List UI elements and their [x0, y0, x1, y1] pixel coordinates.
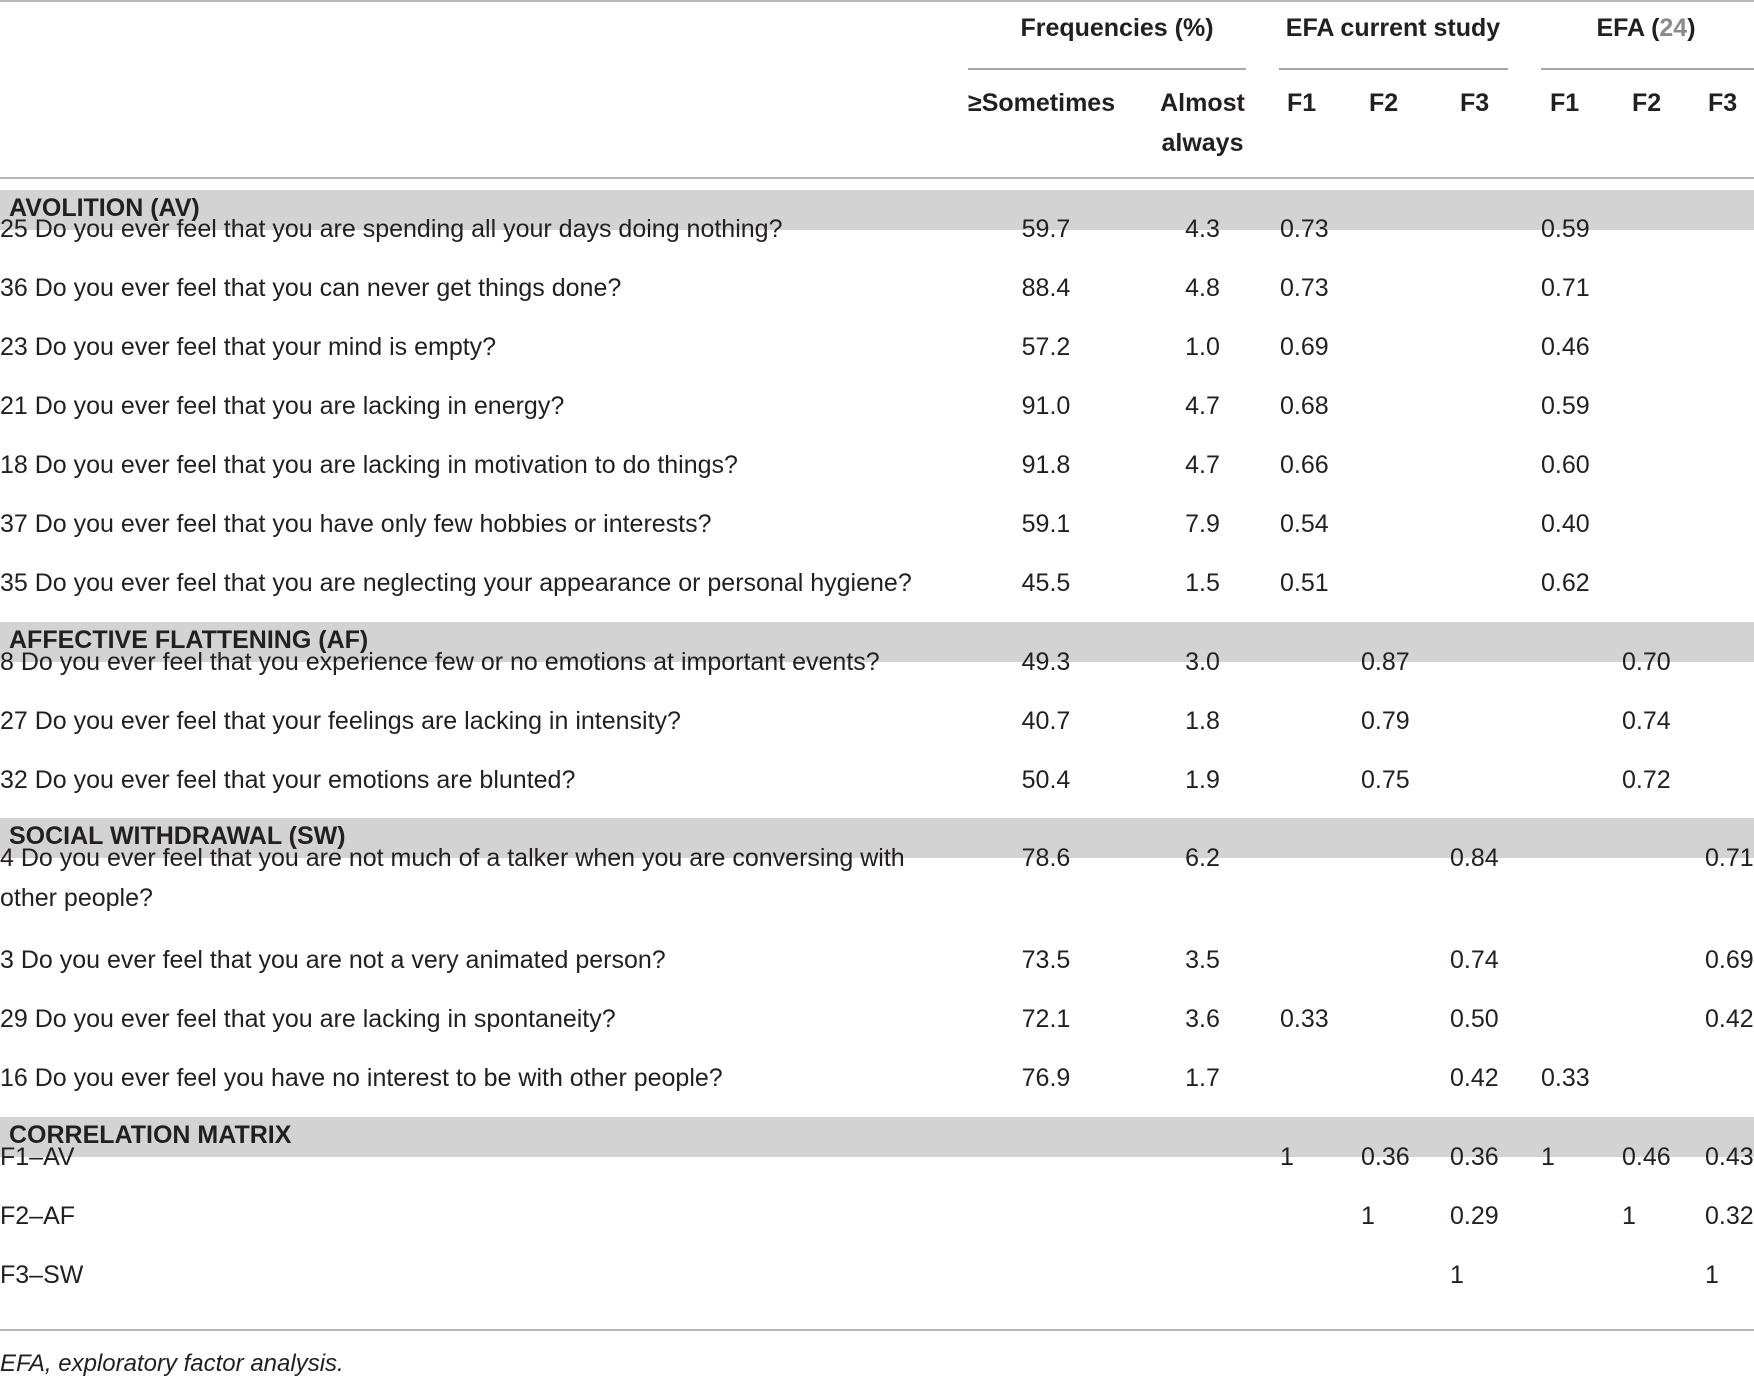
subheader-f2-current: F2 [1369, 89, 1399, 117]
row-label: 16 Do you ever feel you have no interest to be with other people? [0, 1064, 723, 1092]
subheader-f2-reference: F2 [1632, 89, 1662, 117]
cell-fs: 50.4 [1021, 766, 1071, 794]
header-efa-current-study: EFA current study [1285, 14, 1501, 42]
cell-g1: 0.40 [1541, 510, 1590, 538]
cell-f1: 0.69 [1280, 333, 1329, 361]
row-label: 32 Do you ever feel that your emotions are blunted? [0, 766, 576, 794]
section-title: SOCIAL WITHDRAWAL (SW) [9, 822, 346, 850]
subheader-almost-always: Almost always [1160, 89, 1245, 157]
cell-f3: 0.74 [1450, 946, 1499, 974]
cell-g3: 1 [1705, 1261, 1719, 1289]
cell-aa: 1.8 [1185, 707, 1220, 735]
cell-g1: 0.33 [1541, 1064, 1590, 1092]
subheader-sometimes: ≥Sometimes [968, 89, 1116, 117]
table-top-rule [0, 0, 1754, 2]
cell-f2: 1 [1361, 1202, 1375, 1230]
row-label: 8 Do you ever feel that you experience few or no emotions at important events? [0, 648, 880, 676]
efa-current-underline [1279, 68, 1508, 70]
subheader-f3-reference: F3 [1708, 89, 1738, 117]
cell-aa: 1.9 [1185, 766, 1220, 794]
cell-g3: 0.71 [1705, 844, 1754, 872]
cell-aa: 4.3 [1185, 215, 1220, 243]
cell-f2: 0.36 [1361, 1143, 1410, 1171]
row-label: 3 Do you ever feel that you are not a very animated person? [0, 946, 666, 974]
row-label: 18 Do you ever feel that you are lacking in motivation to do things? [0, 451, 738, 479]
cell-fs: 45.5 [1021, 569, 1071, 597]
efa-reference-underline [1541, 68, 1754, 70]
row-label: 36 Do you ever feel that you can never get things done? [0, 274, 622, 302]
cell-fs: 72.1 [1021, 1005, 1071, 1033]
cell-fs: 91.0 [1021, 392, 1071, 420]
cell-g3: 0.42 [1705, 1005, 1754, 1033]
cell-g1: 0.71 [1541, 274, 1590, 302]
cell-f1: 0.54 [1280, 510, 1329, 538]
header-bottom-rule [0, 177, 1754, 179]
cell-g1: 0.60 [1541, 451, 1590, 479]
cell-g3: 0.69 [1705, 946, 1754, 974]
cell-f3: 0.42 [1450, 1064, 1499, 1092]
cell-aa: 3.5 [1185, 946, 1220, 974]
cell-fs: 49.3 [1021, 648, 1071, 676]
cell-fs: 91.8 [1021, 451, 1071, 479]
cell-f1: 0.33 [1280, 1005, 1329, 1033]
cell-g2: 0.70 [1622, 648, 1671, 676]
section-title: CORRELATION MATRIX [9, 1121, 292, 1149]
cell-g2: 0.46 [1622, 1143, 1671, 1171]
cell-g1: 0.59 [1541, 215, 1590, 243]
row-label: 35 Do you ever feel that you are neglecting your appearance or personal hygiene? [0, 569, 912, 597]
cell-g3: 0.32 [1705, 1202, 1754, 1230]
cell-g1: 0.46 [1541, 333, 1590, 361]
section-title: AFFECTIVE FLATTENING (AF) [9, 626, 369, 654]
cell-fs: 73.5 [1021, 946, 1071, 974]
cell-fs: 59.1 [1021, 510, 1071, 538]
table-bottom-rule [0, 1329, 1754, 1331]
cell-aa: 1.7 [1185, 1064, 1220, 1092]
cell-f3: 0.50 [1450, 1005, 1499, 1033]
cell-aa: 7.9 [1185, 510, 1220, 538]
cell-f1: 0.66 [1280, 451, 1329, 479]
cell-f1: 0.51 [1280, 569, 1329, 597]
cell-aa: 4.8 [1185, 274, 1220, 302]
cell-f2: 0.87 [1361, 648, 1410, 676]
cell-aa: 1.0 [1185, 333, 1220, 361]
reference-citation: 24 [1659, 14, 1688, 42]
table-footnote: EFA, exploratory factor analysis. [0, 1350, 344, 1377]
cell-fs: 40.7 [1021, 707, 1071, 735]
subheader-f1-reference: F1 [1550, 89, 1580, 117]
cell-fs: 57.2 [1021, 333, 1071, 361]
cell-fs: 76.9 [1021, 1064, 1071, 1092]
row-label: F1–AV [0, 1143, 75, 1171]
row-label: 25 Do you ever feel that you are spending all your days doing nothing? [0, 215, 783, 243]
subheader-f1-current: F1 [1287, 89, 1317, 117]
cell-f1: 1 [1280, 1143, 1294, 1171]
row-label: 37 Do you ever feel that you have only few hobbies or interests? [0, 510, 712, 538]
row-label: 29 Do you ever feel that you are lacking in spontaneity? [0, 1005, 616, 1033]
row-label: F2–AF [0, 1202, 76, 1230]
cell-f3: 0.36 [1450, 1143, 1499, 1171]
row-label: 4 Do you ever feel that you are not much of a talker when you are conversing with other people? [0, 844, 905, 912]
cell-f3: 0.29 [1450, 1202, 1499, 1230]
cell-g1: 1 [1541, 1143, 1555, 1171]
subheader-f3-current: F3 [1460, 89, 1490, 117]
cell-f2: 0.79 [1361, 707, 1410, 735]
cell-fs: 88.4 [1021, 274, 1071, 302]
cell-fs: 78.6 [1021, 844, 1071, 872]
cell-aa: 6.2 [1185, 844, 1220, 872]
header-frequencies: Frequencies (%) [1020, 14, 1214, 42]
row-label: F3–SW [0, 1261, 84, 1289]
cell-aa: 3.6 [1185, 1005, 1220, 1033]
cell-g2: 0.72 [1622, 766, 1671, 794]
row-label: 27 Do you ever feel that your feelings are lacking in intensity? [0, 707, 681, 735]
cell-g2: 0.74 [1622, 707, 1671, 735]
cell-f3: 1 [1450, 1261, 1464, 1289]
cell-g1: 0.62 [1541, 569, 1590, 597]
row-label: 21 Do you ever feel that you are lacking in energy? [0, 392, 565, 420]
cell-f1: 0.68 [1280, 392, 1329, 420]
cell-g3: 0.43 [1705, 1143, 1754, 1171]
cell-f1: 0.73 [1280, 215, 1329, 243]
cell-aa: 3.0 [1185, 648, 1220, 676]
cell-f1: 0.73 [1280, 274, 1329, 302]
header-efa-reference: EFA (24) [1596, 14, 1696, 42]
cell-g1: 0.59 [1541, 392, 1590, 420]
frequencies-underline [968, 68, 1246, 70]
row-label: 23 Do you ever feel that your mind is empty? [0, 333, 497, 361]
cell-f2: 0.75 [1361, 766, 1410, 794]
section-title: AVOLITION (AV) [9, 194, 200, 222]
cell-g2: 1 [1622, 1202, 1636, 1230]
cell-f3: 0.84 [1450, 844, 1499, 872]
cell-aa: 1.5 [1185, 569, 1220, 597]
cell-fs: 59.7 [1021, 215, 1071, 243]
cell-aa: 4.7 [1185, 392, 1220, 420]
cell-aa: 4.7 [1185, 451, 1220, 479]
